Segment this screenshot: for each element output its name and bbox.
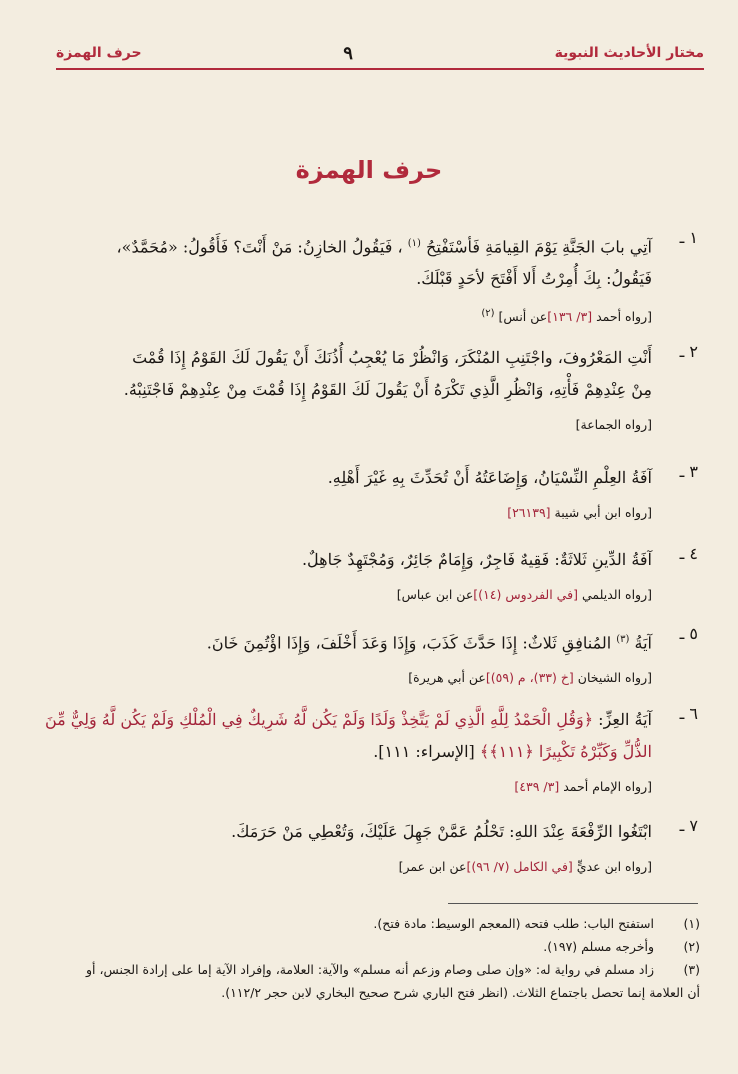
footnote-marker[interactable]: (٣) xyxy=(616,634,630,645)
hadith-text-line: آتِي بابَ الجَنَّةِ يَوْمَ القِيامَةِ فَأسْتَفْتِحُ $^{(١)}$ ، فَيَقُولُ الخازِنُ: مَنْ أَنْتَ؟ فَأَقُولُ: «مُحَمَّدٌ»، xyxy=(116,237,652,257)
hadith-text-line: آفَةُ العِلْمِ النِّسْيَانُ، وَإِضَاعَتُهُ أَنْ تُحَدِّثَ بِهِ غَيْرَ أَهْلِهِ. xyxy=(327,468,652,487)
quran-verse: الذُّلِّ وَكَبِّرْهُ تَكْبِيرًا ﴿١١١﴾﴾ xyxy=(479,742,652,761)
entry-number: ٤ ـ xyxy=(679,544,698,563)
hadith-source: [رواه الإمام أحمد [٣/ ٤٣٩] xyxy=(514,779,652,794)
hadith-text-line: آفَةُ الدِّينِ ثَلاثَةٌ: فَقِيهٌ فَاجِرٌ، وَإِمَامٌ جَائِرٌ، وَمُجْتَهِدٌ جَاهِلٌ. xyxy=(301,550,652,569)
verse-reference: [الإسراء: ١١١]. xyxy=(373,742,475,761)
hadith-text-line: فَيَقُولُ: بِكَ أُمِرْتُ أَلا أَفْتَحَ لأحَدٍ قَبْلَكَ. xyxy=(416,269,652,289)
header-book-title: مختار الأحاديث النبوية xyxy=(554,45,704,61)
hadith-source: [رواه ابن أبي شيبة [٢٦١٣٩] xyxy=(507,505,652,520)
source-reference: [في الكامل (٧/ ٩٦)] xyxy=(466,859,573,874)
source-reference: [في الفردوس (١٤)] xyxy=(473,587,578,602)
entry-number: ٥ ـ xyxy=(679,624,698,643)
footnote-marker[interactable]: (١) xyxy=(407,238,421,249)
footnote-divider xyxy=(448,903,698,904)
footnote-text-continued: أن العلامة إنما تحصل باجتماع الثلاث. (انظر فتح الباري شرح صحيح البخاري لابن حجر ١١٢/٢). xyxy=(221,985,700,1000)
hadith-text-line: أَنْتِ المَعْرُوفَ، واجْتَنِبِ المُنْكَرَ، وَانْظُرْ مَا يُعْجِبُ أُذُنَكَ أَنْ يَقُولَ لَكَ القَوْمُ إِذَا قُمْتَ xyxy=(132,348,652,367)
footnote-marker[interactable]: (٢) xyxy=(481,308,495,320)
hadith-text-line: آيَةُ العِزِّ: ﴿وَقُلِ الْحَمْدُ لِلَّهِ الَّذِي لَمْ يَتَّخِذْ وَلَدًا وَلَمْ يَكُن لَّهُ شَرِيكٌ فِي الْمُلْكِ وَلَمْ يَكُن لَّهُ وَلِيٌّ مِّنَ xyxy=(44,710,652,729)
source-reference: [٣/ ١٣٦] xyxy=(547,309,593,325)
hadith-text-line xyxy=(40,736,652,768)
hadith-source: [رواه الجماعة] xyxy=(575,417,652,432)
footnote-text: وأخرجه مسلم (١٩٧). xyxy=(543,939,654,954)
footnotes xyxy=(42,912,700,1004)
chapter-title: حرف الهمزة xyxy=(295,156,443,184)
hadith-entry-6 xyxy=(40,704,698,798)
running-header xyxy=(56,38,704,70)
footnote-text: زاد مسلم في رواية له: «وإن صلى وصام وزعم أنه مسلم» والآية: العلامة، وإفراد الآية إما على إرادة الجنس، أو xyxy=(85,962,654,977)
page-number: ٩ xyxy=(343,42,353,64)
footnote-number: (٣) xyxy=(683,962,700,977)
entry-number: ٦ ـ xyxy=(679,704,698,723)
entry-number: ٧ ـ xyxy=(679,816,698,835)
footnote-number: (٢) xyxy=(683,939,700,954)
hadith-source: [رواه الديلمي [في الفردوس (١٤)]عن ابن عباس] xyxy=(396,587,652,602)
quran-verse: ﴿وَقُلِ الْحَمْدُ لِلَّهِ الَّذِي لَمْ يَتَّخِذْ وَلَدًا وَلَمْ يَكُن لَّهُ شَرِيكٌ فِي الْمُلْكِ وَلَمْ يَكُن لَّهُ وَلِيٌّ مِّنَ xyxy=(44,710,594,729)
footnote xyxy=(42,935,700,958)
entry-number: ٣ ـ xyxy=(679,462,698,481)
hadith-entry-7 xyxy=(40,816,698,878)
hadith-entry-2 xyxy=(40,342,698,436)
source-reference: [٢٦١٣٩] xyxy=(507,505,551,520)
hadith-source: [رواه ابن عديٍّ [في الكامل (٧/ ٩٦)]عن ابن عمر] xyxy=(398,859,652,874)
hadith-source: [رواه أحمد [٣/ ١٣٦]عن أنس] $^{(٢)}$ xyxy=(481,308,652,325)
hadith-entry-5 xyxy=(40,624,698,689)
entry-number: ٢ ـ xyxy=(679,342,698,361)
hadith-entry-3 xyxy=(40,462,698,524)
hadith-text-line: ابْتَغُوا الرِّفْعَةَ عِنْدَ اللهِ: تَحْلُمُ عَمَّنْ جَهِلَ عَلَيْكَ، وَتُعْطِي مَنْ حَرَمَكَ. xyxy=(231,822,652,841)
source-reference: [٣/ ٤٣٩] xyxy=(514,779,560,794)
hadith-text-line: آيَةُ $^{(٣)}$ المُنافِقِ ثَلاثٌ: إِذَا حَدَّثَ كَذَبَ، وَإِذَا وَعَدَ أَخْلَفَ، وَإِذَا اؤْتُمِنَ خَانَ. xyxy=(206,633,652,653)
footnote-number: (١) xyxy=(683,916,700,931)
hadith-entry-1 xyxy=(40,228,698,328)
hadith-source: [رواه الشيخان [خ (٣٣)، م (٥٩)]عن أبي هريرة] xyxy=(408,670,652,686)
entry-number: ١ ـ xyxy=(679,228,698,247)
hadith-entry-4 xyxy=(40,544,698,606)
source-reference: [خ (٣٣)، م (٥٩)] xyxy=(485,670,574,686)
header-chapter-title: حرف الهمزة xyxy=(56,45,142,61)
footnote xyxy=(42,912,700,935)
footnote-text: استفتح الباب: طلب فتحه (المعجم الوسيط: مادة فتح). xyxy=(373,916,654,931)
footnote xyxy=(42,958,700,1004)
hadith-text-line: مِنْ عِنْدِهِمْ فَأْتِهِ، وَانْظُرِ الَّذِي تَكْرَهُ أَنْ يَقُولَ لَكَ القَوْمُ إِذَا قُمْتَ مِنْ عِنْدِهِمْ فَاجْتَنِبْهُ. xyxy=(123,380,652,399)
